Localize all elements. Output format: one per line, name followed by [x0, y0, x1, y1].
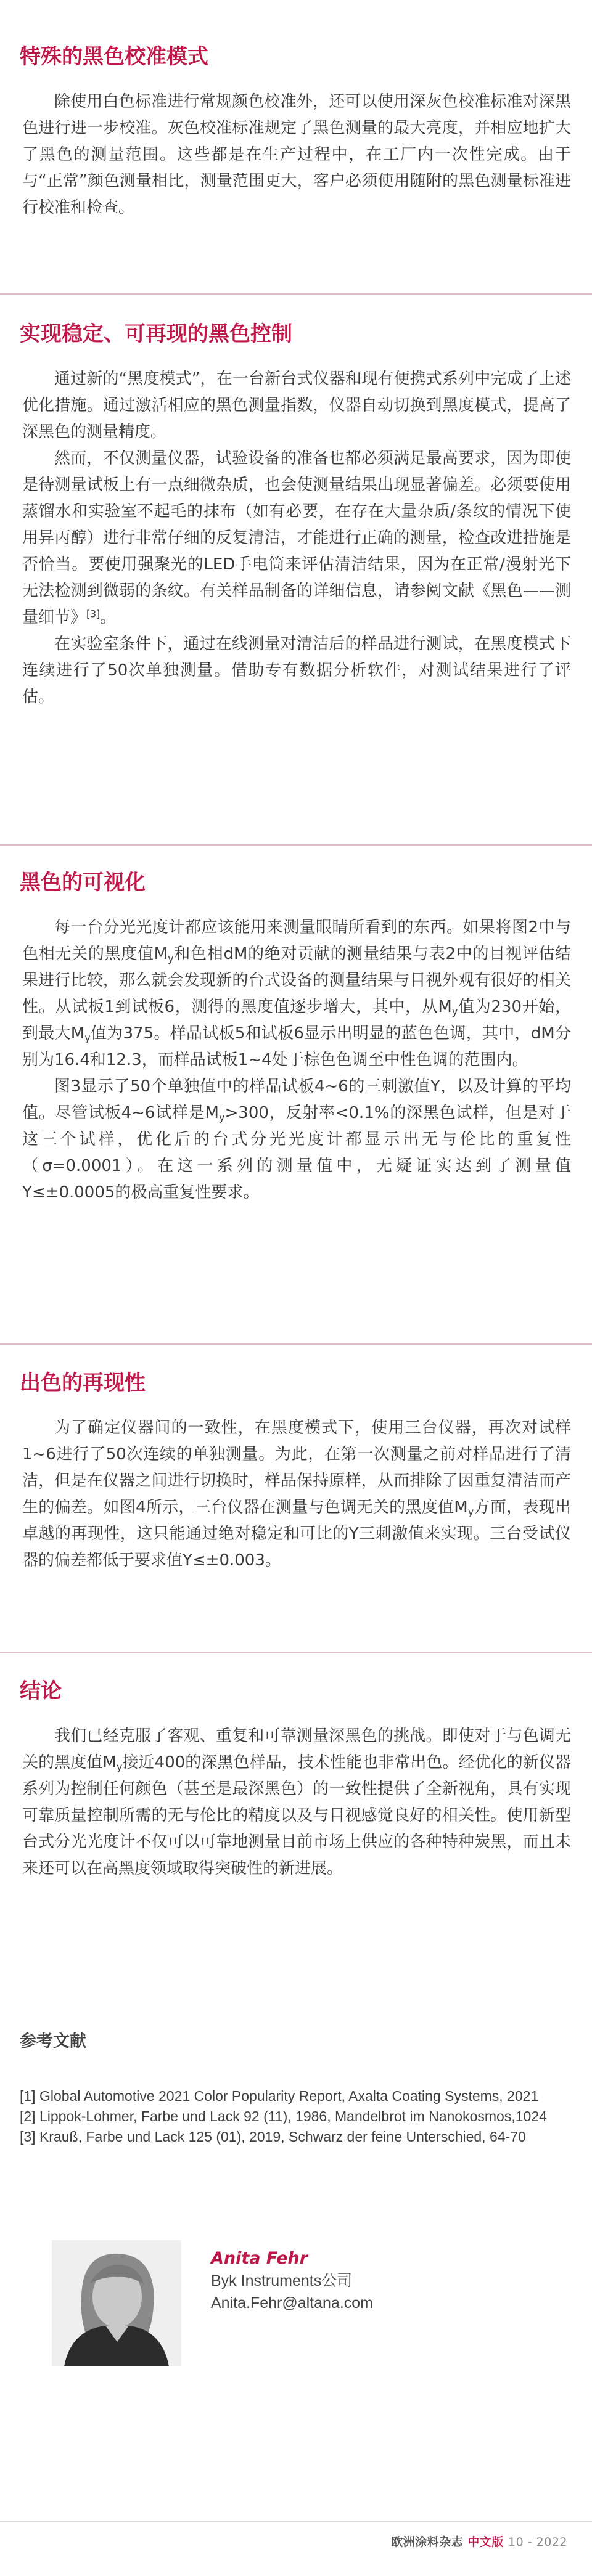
person-icon	[52, 2240, 181, 2366]
section-heading: 实现稳定、可再现的黑色控制	[20, 322, 292, 346]
paragraph: 除使用白色标准进行常规颜色校准外，还可以使用深灰色校准标准对深黑色进行进一步校准。灰色校准标准规定了黑色测量的最大亮度，并相应地扩大了黑色的测量范围。这些都是在生产过程中，在工厂内一次性完成。由于与“正常”颜色测量相比，测量范围更大，客户必须使用随附的黑色测量标准进行校准和检查。	[22, 92, 571, 217]
paragraph: 为了确定仪器间的一致性，在黑度模式下，使用三台仪器，再次对试样1~6进行了50次连续的单独测量。为此，在第一次测量之前对样品进行了清洁，但是在仪器之间进行切换时，样品保持原样，从而排除了因重复清洁而产生的偏差。如图4所示，三台仪器在测量与色调无关的黑度值$M_y$方面，表现出卓越的再现性，这只能通过绝对稳定和可比的Y三刺激值来实现。三台受试仪器的偏差都低于要求值Y≤±0.003。	[22, 1419, 571, 1570]
paragraph: 每一台分光光度计都应该能用来测量眼睛所看到的东西。如果将图2中与色相无关的黑度值$M_y$和色相dM的绝对贡献的测量结果与表2中的目视评估结果进行比较，那么就会发现新的台式设备的测量结果与目视外观有很好的相关性。从试板1到试板6，测得的黑度值逐步增大，其中，从$M_y$值为230开始，到最大$M_y$值为375。样品试板5和试板6显示出明显的蓝色色调，其中，dM分别为16.4和12.3，而样品试板1~4处于棕色色调至中性色调的范围内。	[22, 918, 572, 1069]
section-black-calibration	[20, 43, 572, 221]
section-heading: 特殊的黑色校准模式	[20, 44, 208, 69]
author-name: Anita Fehr	[211, 2249, 308, 2268]
author-card	[52, 2240, 434, 2366]
section-heading: 结论	[20, 1679, 62, 1703]
paragraph: 图3显示了50个单独值中的样品试板4~6的三刺激值Y，以及计算的平均值。尽管试板4~6试样是$M_y>300$，反射率<0.1%的深黑色试样，但是对于这三个试样，优化后的台式分光光度计都显示出无与伦比的重复性（σ=0.0001）。在这一系列的测量值中，无疑证实达到了测量值Y≤±0.0005的极高重复性要求。	[22, 1077, 571, 1202]
magazine-name: 欧洲涂料杂志	[391, 2535, 464, 2549]
section-conclusion	[20, 1677, 572, 1882]
section-black-control	[20, 320, 572, 711]
author-photo	[52, 2240, 181, 2366]
section-divider	[0, 1652, 592, 1653]
section-visualization	[20, 869, 572, 1206]
page-footer	[0, 2521, 592, 2556]
section-heading: 黑色的可视化	[20, 870, 146, 895]
section-reproducibility	[20, 1369, 572, 1574]
reference-item: [2] Lippok-Lohmer, Farbe und Lack 92 (11), 1986, Mandelbrot im Nanokosmos,1024	[20, 2108, 547, 2124]
reference-item: [3] Krauß, Farbe und Lack 125 (01), 2019, Schwarz der feine Unterschied, 64-70	[20, 2129, 526, 2145]
author-company: Byk Instruments公司	[211, 2272, 353, 2289]
edition-label: 中文版	[467, 2535, 504, 2549]
section-divider	[0, 1343, 592, 1345]
references-title: 参考文献	[20, 2032, 86, 2051]
citation-ref: [3]	[86, 608, 101, 620]
footer-text	[391, 2533, 567, 2550]
section-heading: 出色的再现性	[20, 1371, 146, 1395]
paragraph: 通过新的“黑度模式”，在一台新台式仪器和现有便携式系列中完成了上述优化措施。通过激活相应的黑色测量指数，仪器自动切换到黑度模式，提高了深黑色的测量精度。	[22, 370, 571, 441]
paragraph: 在实验室条件下，通过在线测量对清洁后的样品进行测试，在黑度模式下连续进行了50次单独测量。借助专有数据分析软件，对测试结果进行了评估。	[22, 635, 571, 706]
author-email[interactable]: Anita.Fehr@altana.com	[211, 2294, 374, 2312]
paragraph: 我们已经克服了客观、重复和可靠测量深黑色的挑战。即使对于与色调无关的黑度值$M_y$接近400的深黑色样品，技术性能也非常出色。经优化的新仪器系列为控制任何颜色（甚至是最深黑色）的一致性提供了全新视角，具有实现可靠质量控制所需的无与伦比的精度以及与目视感觉良好的相关性。使用新型台式分光光度计不仅可以可靠地测量目前市场上供应的各种特种炭黑，而且未来还可以在高黑度领域取得突破性的新进展。	[22, 1727, 571, 1878]
section-divider	[0, 293, 592, 295]
references	[20, 2028, 572, 2147]
section-divider	[0, 844, 592, 846]
author-info	[211, 2248, 373, 2314]
paragraph: 然而，不仅测量仪器，试验设备的准备也都必须满足最高要求，因为即使是待测量试板上有一点细微杂质，也会使测量结果出现显著偏差。必须要使用蒸馏水和实验室不起毛的抹布（如有必要，在存在大量杂质/条纹的情况下使用异丙醇）进行非常仔细的反复清洁，才能进行正确的测量，检查改进措施是否恰当。要使用强聚光的LED手电筒来评估清洁结果，因为在正常/漫射光下无法检测到微弱的条纹。有关样品制备的详细信息，请参阅文献《黑色——测量细节》[3]。	[22, 449, 571, 627]
reference-item: [1] Global Automotive 2021 Color Popularity Report, Axalta Coating Systems, 2021	[20, 2088, 539, 2104]
issue-number: 10 - 2022	[508, 2535, 567, 2549]
